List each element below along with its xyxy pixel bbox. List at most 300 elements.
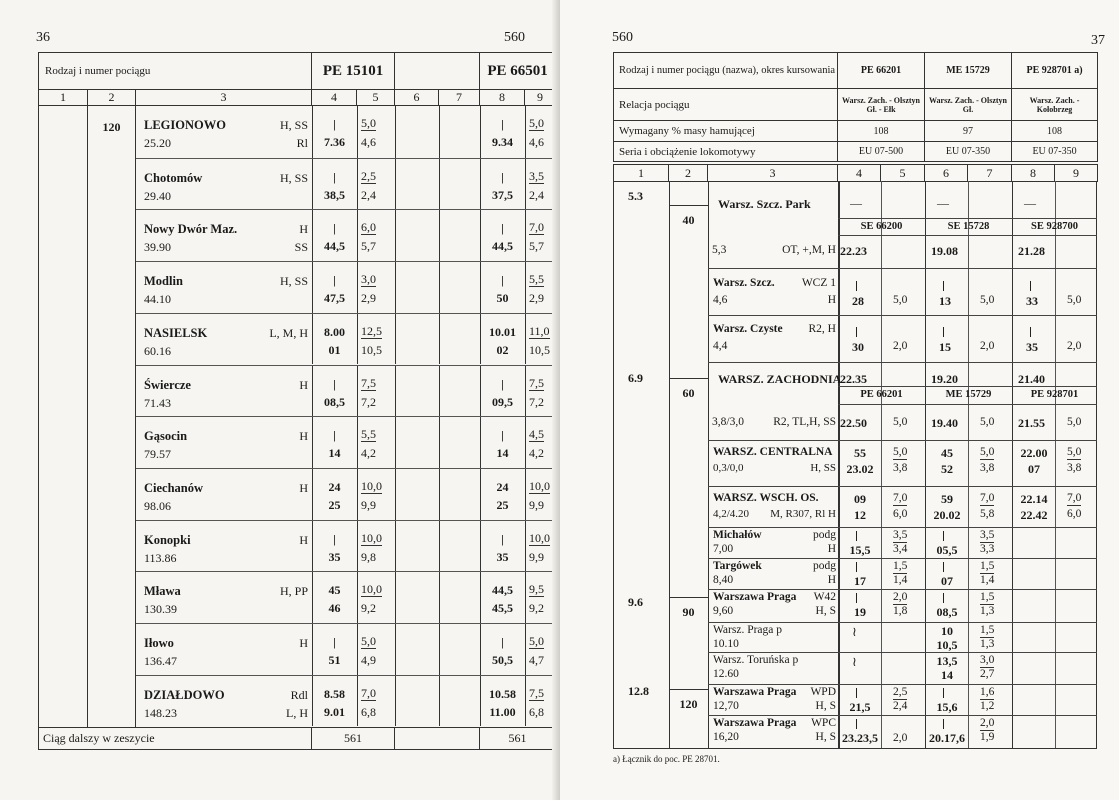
pass-bar (856, 531, 857, 541)
row-rule (708, 652, 1097, 653)
speed-mark: 120 (679, 697, 698, 711)
train1-speed-b: 4,9 (361, 653, 376, 667)
speed-b: 2,4 (893, 700, 908, 712)
station-code: H (299, 222, 308, 237)
pass-bar (943, 719, 944, 729)
station-codes: M, R307, Rl H (770, 508, 836, 520)
hdr-pe928701: PE 928701 a) (1012, 53, 1098, 89)
train2-time-b: 44,5 (492, 239, 513, 254)
train1-speed-b: 2,9 (361, 291, 376, 306)
station-info: 0,3/0,0 (713, 462, 744, 474)
column-rule (439, 106, 440, 158)
train-type-label: Rodzaj i numer pociągu (39, 53, 312, 90)
station-row (136, 623, 555, 675)
speed-b: 1,8 (893, 605, 908, 617)
t3-speed: 5,0 (1067, 416, 1082, 428)
station-row (136, 313, 555, 365)
pass-bar (856, 593, 857, 603)
t1-time: 22.35 (840, 372, 867, 386)
speed-a: 3,5 (980, 529, 995, 541)
station-codes: OT, +,M, H (782, 244, 836, 256)
column-rule (357, 469, 358, 520)
pass-time: 08,5 (936, 605, 958, 619)
station-codes: H (827, 294, 836, 306)
station-row (136, 209, 555, 261)
column-rule (395, 417, 396, 468)
pass-time: 15,5 (849, 543, 871, 557)
train1-speed-b: 10,5 (361, 342, 382, 357)
right-colnum-table (613, 164, 1098, 182)
dash-cell: — (937, 196, 949, 210)
train-pe66501: PE 66501 (480, 53, 556, 90)
column-rule (395, 314, 396, 365)
row-rule (708, 440, 1097, 441)
train2-speed-a: 5,0 (529, 634, 544, 648)
row-rule (708, 315, 1097, 316)
train2-speed-a: 5,5 (529, 272, 544, 287)
train2-speed-a: 3,5 (529, 168, 544, 183)
column-rule (357, 366, 358, 417)
train1-time-a: 45 (328, 583, 341, 598)
speed-tick (669, 597, 708, 598)
train1-speed-b: 7,2 (361, 394, 376, 409)
train2-time-b: 45,5 (492, 601, 513, 616)
speed-a: 7,0 (893, 492, 908, 504)
dash-cell: — (850, 196, 862, 210)
subhead-a: SE 66200 (860, 221, 903, 232)
time-a: 59 (941, 492, 953, 506)
train2-time-a: 10.01 (489, 324, 516, 339)
train2-time-a: | (501, 117, 504, 131)
speed-a: 7,0 (980, 492, 995, 504)
train1-speed-a: 5,0 (361, 116, 376, 130)
station-row (136, 261, 555, 313)
right-body (613, 181, 1097, 749)
time-b: 14 (941, 668, 953, 682)
rule-speed (708, 181, 709, 748)
column-rule (395, 366, 396, 417)
speed-b: 1,9 (980, 731, 995, 743)
train2-time-b: 37,5 (492, 187, 513, 202)
pass-bar (943, 593, 944, 603)
pass-bar (1030, 327, 1031, 337)
train2-time-a: | (501, 169, 504, 184)
hdr-relation: Relacja pociągu (614, 89, 838, 121)
speed-b: 5,8 (980, 508, 995, 520)
station-name-suffix: podg (813, 560, 836, 572)
station-code: H (299, 636, 308, 650)
column-rule (395, 572, 396, 623)
station-name: Warszawa Praga (713, 686, 797, 698)
t3-time: 21.55 (1018, 416, 1045, 430)
pass-time: 13 (939, 294, 951, 308)
station-codes: H, S (815, 731, 836, 743)
train1-time-a: | (333, 273, 336, 288)
pass-time: 33 (1026, 294, 1038, 308)
train1-time-a: 8.00 (324, 324, 345, 339)
train1-speed-a: 6,0 (361, 220, 376, 235)
column-rule (439, 469, 440, 520)
right-column-numbers: 1 2 3 4 5 6 7 8 9 (614, 165, 1098, 182)
time-a: 10 (941, 624, 953, 638)
column-rule (525, 159, 526, 210)
train2-speed-a: 4,5 (529, 427, 544, 442)
speed-a: 7,0 (1067, 492, 1082, 504)
train1-speed-a: 5,0 (361, 634, 376, 648)
t3-time: 21.28 (1018, 244, 1045, 258)
loco-3: EU 07-350 (1012, 142, 1098, 162)
speed-mark: 90 (682, 605, 695, 619)
column-rule (525, 314, 526, 365)
train1-speed-a: 2,5 (361, 168, 376, 183)
train2-speed-b: 4,6 (529, 135, 544, 149)
column-rule (395, 159, 396, 210)
station-code: H (299, 429, 308, 444)
train1-time-b: 51 (328, 653, 341, 667)
column-rule (525, 262, 526, 313)
train2-time-b: 35 (496, 549, 509, 564)
speed-b: 1,2 (980, 700, 995, 712)
run-speed: 2,0 (980, 340, 995, 352)
km-mark: 9.6 (628, 595, 643, 609)
station-km: 113.86 (144, 550, 177, 565)
speed-a: 3,5 (893, 529, 908, 541)
station-name: Warsz. Czyste (713, 323, 783, 335)
station-name: WARSZ. WSCH. OS. (713, 492, 819, 504)
station-code: H (299, 377, 308, 392)
pass-time: 15,6 (936, 700, 958, 714)
relation-3: Warsz. Zach. - Kołobrzeg (1012, 89, 1098, 121)
train2-time-b: 09,5 (492, 394, 513, 409)
station-info: 3,8/3,0 (712, 416, 744, 428)
column-rule (439, 624, 440, 675)
station-name-suffix: podg (813, 529, 836, 541)
speed-mark: 40 (682, 213, 695, 227)
column-rule (357, 572, 358, 623)
pass-time: 28 (852, 294, 864, 308)
speed-b: 3,8 (893, 462, 908, 474)
right-table-number: 560 (612, 30, 633, 45)
train1-time-a: | (333, 428, 336, 443)
column-numbers: 1 2 3 4 5 6 7 8 9 (39, 90, 556, 106)
pass-time: 21,5 (849, 700, 871, 714)
speed-a: 2,0 (893, 591, 908, 603)
station-name-suffix: WPD (810, 686, 836, 698)
column-rule (357, 624, 358, 675)
time-b: 12 (854, 508, 866, 522)
column-rule (395, 624, 396, 675)
t1-speed: 5,0 (893, 416, 908, 428)
speed-a: 1,5 (893, 560, 908, 572)
station-name-suffix: WPC (811, 717, 836, 729)
t2-time: 19.08 (931, 244, 958, 258)
station-km: 148.23 (144, 705, 177, 720)
station-row (136, 675, 555, 727)
station-codes: H, SS (810, 462, 836, 474)
station-name: Warsz. Praga p (713, 624, 783, 636)
time-b: 22.42 (1020, 508, 1048, 522)
pass-bar (856, 562, 857, 572)
speed-b: 1,4 (980, 574, 995, 586)
train1-speed-a: 5,5 (361, 427, 376, 442)
station-name: Modlin (144, 274, 183, 289)
column-rule (439, 210, 440, 261)
station-name: Michałów (713, 529, 762, 541)
train2-time-a: | (501, 273, 504, 288)
continued-label: Ciąg dalszy w zeszycie (39, 728, 312, 750)
column-rule (525, 366, 526, 417)
train1-speed-a: 12,5 (361, 323, 382, 338)
train2-speed-a: 7,0 (529, 220, 544, 235)
left-page-number: 36 (36, 30, 50, 45)
right-header-table (613, 52, 1098, 162)
run-speed: 5,0 (1067, 294, 1082, 306)
train1-time-a: | (333, 169, 336, 184)
stations-area (136, 106, 556, 728)
train1-speed-b: 9,2 (361, 601, 376, 616)
column-rule (357, 210, 358, 261)
station-km: 136.47 (144, 654, 177, 668)
speed-a: 2,0 (980, 717, 995, 729)
rule-km (669, 181, 670, 748)
column-rule (439, 572, 440, 623)
column-rule (395, 521, 396, 572)
pass-time: 05,5 (936, 543, 958, 557)
time-a: 09 (854, 492, 866, 506)
time-a: 55 (854, 446, 866, 460)
column-rule (357, 417, 358, 468)
speed-b: 3,4 (893, 543, 908, 555)
station-info: 12,70 (713, 700, 739, 712)
station-info: 4,4 (713, 340, 728, 352)
station-name: Targówek (713, 560, 762, 572)
station-name: Gąsocin (144, 429, 188, 444)
pass-time: 30 (852, 340, 864, 354)
speed-b: 6,0 (1067, 508, 1082, 520)
station-km: 71.43 (144, 395, 171, 410)
pass-time: 23.23,5 (842, 731, 878, 745)
time-a: 45 (941, 446, 953, 460)
train1-speed-b: 4,6 (361, 135, 376, 149)
column-rule (439, 159, 440, 210)
subhead-b: ME 15729 (945, 389, 992, 400)
speed-b: 3,8 (980, 462, 995, 474)
speed-column (88, 106, 136, 728)
train1-time-a: 8.58 (324, 686, 345, 701)
column-rule (439, 417, 440, 468)
speed-a: 5,0 (980, 446, 995, 458)
train1-speed-b: 6,8 (361, 704, 376, 719)
train2-time-b: 9.34 (492, 135, 513, 149)
column-rule (525, 210, 526, 261)
pass-bar (943, 562, 944, 572)
column-rule (525, 676, 526, 727)
train1-speed-b: 9,9 (361, 497, 376, 512)
time-b: 52 (941, 462, 953, 476)
relation-1: Warsz. Zach. - Olsztyn Gł. - Ełk (838, 89, 925, 121)
pass-bar (856, 719, 857, 729)
station-km: 39.90 (144, 240, 171, 255)
row-rule (708, 268, 1097, 269)
station-km: 98.06 (144, 498, 171, 513)
train2-time-b: 50,5 (492, 653, 513, 667)
station-info: 5,3 (712, 244, 727, 256)
speed-a: 1,5 (980, 591, 995, 603)
station-code: H (299, 480, 308, 495)
time-b: 20.02 (933, 508, 961, 522)
column-rule (525, 106, 526, 158)
t3-time: 21.40 (1018, 372, 1045, 386)
station-row (136, 416, 555, 468)
train2-speed-a: 7,5 (529, 375, 544, 390)
station-name: LEGIONOWO (144, 118, 226, 132)
column-rule (395, 676, 396, 727)
station-name: Warsz. Toruńska p (713, 654, 799, 666)
speed-value: 120 (102, 120, 121, 134)
speed-tick (669, 689, 708, 690)
speed-a: 2,5 (893, 686, 908, 698)
subhead-a: SE 15728 (947, 221, 990, 232)
t1-time: 22.23 (840, 244, 867, 258)
column-rule (439, 314, 440, 365)
train2-time-a: 10.58 (489, 686, 516, 701)
station-row (136, 520, 555, 572)
station-codes: H, S (815, 700, 836, 712)
pass-time: 35 (1026, 340, 1038, 354)
train1-time-b: 46 (328, 601, 341, 616)
row-rule (838, 404, 1097, 405)
station-name: Warszawa Praga (713, 591, 797, 603)
station-codes: H (827, 574, 836, 586)
train2-time-b: 14 (496, 446, 509, 461)
station-code: H, SS (279, 274, 308, 289)
train2-speed-b: 2,9 (529, 291, 544, 306)
speed-tick (669, 378, 708, 379)
train2-time-b: 50 (496, 291, 509, 306)
km-mark: 6.9 (628, 371, 643, 385)
km-mark: 5.3 (628, 189, 643, 203)
speed-b: 1,3 (980, 638, 995, 650)
station-info: 9,60 (713, 605, 734, 617)
station-codes: R2, TL,H, SS (773, 416, 836, 428)
train1-time-b: 38,5 (324, 187, 345, 202)
column-rule (525, 521, 526, 572)
station-row (136, 468, 555, 520)
relation-2: Warsz. Zach. - Olsztyn Gł. (925, 89, 1012, 121)
train1-time-b: 08,5 (324, 394, 345, 409)
hdr-train-type: Rodzaj i numer pociągu (nazwa), okres kursowania (614, 53, 838, 89)
station-km: 25.20 (144, 136, 171, 150)
train1-time-b: 7.36 (324, 135, 345, 149)
train1-speed-a: 7,5 (361, 375, 376, 390)
loco-2: EU 07-350 (925, 142, 1012, 162)
run-speed: 2,0 (1067, 340, 1082, 352)
train1-time-b: 47,5 (324, 291, 345, 306)
row-rule (708, 486, 1097, 487)
row-rule (708, 589, 1097, 590)
train1-time-b: 14 (328, 446, 341, 461)
hdr-brake: Wymagany % masy hamującej (614, 121, 838, 142)
station-name-suffix: WCZ 1 (801, 277, 836, 289)
squiggle-icon: ≀ (852, 624, 857, 639)
pass-time: 15 (939, 340, 951, 354)
time-b: 07 (1028, 462, 1040, 476)
speed-mark: 60 (682, 386, 695, 400)
train-pe15101: PE 15101 (312, 53, 395, 90)
speed-a: 5,0 (893, 446, 908, 458)
train1-speed-b: 4,2 (361, 446, 376, 461)
km-mark: 12.8 (628, 684, 649, 698)
train2-speed-b: 7,2 (529, 394, 544, 409)
train2-speed-b: 9,9 (529, 549, 544, 564)
station-row (136, 571, 555, 623)
train1-time-b: 9.01 (324, 704, 345, 719)
row-rule (838, 218, 1097, 219)
time-a: 22.14 (1020, 492, 1048, 506)
hdr-pe66201: PE 66201 (838, 53, 925, 89)
row-rule (838, 386, 1097, 387)
t2-time: 19.40 (931, 416, 958, 430)
station-row (136, 158, 555, 210)
station-km: 79.57 (144, 447, 171, 462)
station-info: 10.10 (713, 638, 739, 650)
station-name: Warsz. Szcz. Park (718, 197, 811, 211)
train2-speed-b: 5,7 (529, 239, 544, 254)
station-km: 130.39 (144, 602, 177, 617)
train2-speed-a: 11,0 (529, 323, 550, 338)
station-name: Konopki (144, 532, 191, 547)
station-info: 16,20 (713, 731, 739, 743)
train1-time-b: 01 (328, 342, 341, 357)
speed-a: 3,0 (980, 654, 995, 666)
right-page (560, 0, 1119, 800)
pass-time: 17 (854, 574, 866, 588)
train2-speed-a: 10,0 (529, 530, 550, 545)
train2-time-b: 25 (496, 497, 509, 512)
train1-speed-a: 10,0 (361, 582, 382, 597)
station-info: 4,2/4.20 (713, 508, 750, 520)
column-rule (395, 469, 396, 520)
station-code: Rdl (290, 687, 308, 702)
pass-time: 07 (941, 574, 953, 588)
left-timetable (38, 52, 556, 750)
station-name: Nowy Dwór Maz. (144, 222, 238, 237)
speed-b: 6,0 (893, 508, 908, 520)
speed-a: 5,0 (1067, 446, 1082, 458)
run-speed: 2,0 (893, 340, 908, 352)
station-code: H (299, 532, 308, 547)
t2-speed: 5,0 (980, 416, 995, 428)
station-code: H, SS (279, 118, 308, 132)
row-rule (708, 684, 1097, 685)
station-name: Warsz. Szcz. (713, 277, 775, 289)
hdr-me15729: ME 15729 (925, 53, 1012, 89)
speed-b: 1,3 (980, 605, 995, 617)
pass-bar (1030, 281, 1031, 291)
station-codes: H (827, 543, 836, 555)
column-rule (439, 521, 440, 572)
left-table-number: 560 (504, 30, 525, 45)
run-speed: 5,0 (980, 294, 995, 306)
train2-time-a: | (501, 428, 504, 443)
speed-b: 2,7 (980, 668, 995, 680)
station-info: 7,00 (713, 543, 734, 555)
train1-speed-a: 7,0 (361, 685, 376, 700)
train1-time-a: 24 (328, 479, 341, 494)
train1-time-a: | (333, 376, 336, 391)
station-name: WARSZ. CENTRALNA (713, 446, 833, 458)
pass-bar (943, 281, 944, 291)
